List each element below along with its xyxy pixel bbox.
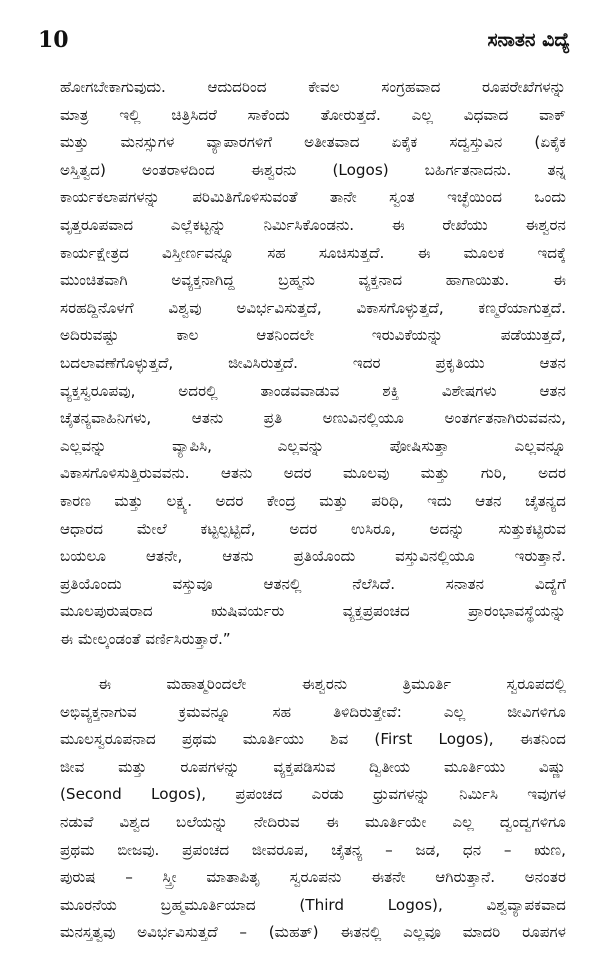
text-line: ಮನಸ್ತತ್ವವು ಅವಿರ್ಭವಿಸುತ್ತದೆ – (ಮಹತ್) ಈತನಲ್ಲಿ ಎಲ್ಲವೂ ಮಾದರಿ ರೂಪಗಳ bbox=[60, 923, 566, 942]
text-line: ಕಾರಣ ಮತ್ತು ಲಕ್ಷ್ಯ. ಅದರ ಕೇಂದ್ರ ಮತ್ತು ಪರಿಧಿ, ಇದು ಆತನ ಚೈತನ್ಯದ bbox=[60, 491, 566, 510]
text-line: ವೃತ್ತರೂಪವಾದ ಎಲ್ಲೆಕಟ್ಟನ್ನು ನಿರ್ಮಿಸಿಕೊಂಡನು. ಈ ರೇಖೆಯು ಈಶ್ವರನ bbox=[60, 215, 566, 234]
page-header bbox=[38, 26, 570, 60]
text-line: ಕಾರ್ಯಕಲಾಪಗಳನ್ನು ಪರಿಮಿತಿಗೊಳಿಸುವಂತೆ ತಾನೇ ಸ್ವಂತ ಇಚ್ಛೆಯಿಂದ ಒಂದು bbox=[60, 188, 566, 207]
text-line: ವಿಕಾಸಗೊಳಿಸುತ್ತಿರುವವನು. ಆತನು ಅದರ ಮೂಲವು ಮತ್ತು ಗುರಿ, ಅದರ bbox=[60, 464, 566, 483]
text-line: ಎಲ್ಲವನ್ನು ವ್ಯಾಪಿಸಿ, ಎಲ್ಲವನ್ನು ಪೋಷಿಸುತ್ತಾ ಎಲ್ಲವನ್ನೂ bbox=[60, 436, 566, 455]
text-line: ಪ್ರತಿಯೊಂದು ವಸ್ತುವೂ ಆತನಲ್ಲಿ ನೆಲೆಸಿದೆ. ಸನಾತನ ವಿದ್ಯೆಗೆ bbox=[60, 574, 566, 593]
text-line: ಈ ಮಹಾತ್ಮರಿಂದಲೇ ಈಶ್ವರನು ತ್ರಿಮೂರ್ತಿ ಸ್ವರೂಪದಲ್ಲಿ bbox=[98, 675, 566, 693]
text-line: ಪ್ರಥಮ ಬೀಜವು. ಪ್ರಪಂಚದ ಜೀವರೂಪ, ಚೈತನ್ಯ – ಜಡ, ಧನ – ಋಣ, bbox=[60, 840, 566, 859]
text-line: ಮುಂಚಿತವಾಗಿ ಅವ್ಯಕ್ತನಾಗಿದ್ದ ಬ್ರಹ್ಮನು ವ್ಯಕ್ತನಾದ ಹಾಗಾಯಿತು. ಈ bbox=[60, 271, 566, 290]
text-line: ಈ ಮೇಲ್ಕಂಡಂತೆ ವರ್ಣಿಸಿರುತ್ತಾರೆ.” bbox=[60, 629, 231, 648]
text-line: ಮತ್ತು ಮನಸ್ಸುಗಳ ವ್ಯಾಪಾರಗಳಿಗೆ ಅತೀತವಾದ ಏಕೈಕ ಸದ್ವಸ್ತುವಿನ (ಏಕೈಕ bbox=[60, 133, 566, 152]
text-line: (Second Logos), ಪ್ರಪಂಚದ ಎರಡು ಧ್ರುವಗಳನ್ನು ನಿರ್ಮಿಸಿ ಇವುಗಳ bbox=[60, 785, 566, 804]
text-line: ಹೋಗಬೇಕಾಗುವುದು. ಆದುದರಿಂದ ಕೇವಲ ಸಂಗ್ರಹವಾದ ರೂಪರೇಖೆಗಳನ್ನು bbox=[60, 78, 566, 96]
text-line: ಮೂರನೆಯ ಬ್ರಹ್ಮಮೂರ್ತಿಯಾದ (Third Logos), ವಿಶ್ವವ್ಯಾಪಕವಾದ bbox=[60, 895, 566, 914]
text-line: ಆಧಾರದ ಮೇಲೆ ಕಟ್ಟಲ್ಪಟ್ಟಿದೆ, ಅದರ ಉಸಿರೂ, ಅದನ್ನು ಸುತ್ತುಕಟ್ಟಿರುವ bbox=[60, 519, 566, 538]
text-line: ಮಾತ್ರ ಇಲ್ಲಿ ಚಿತ್ರಿಸಿದರೆ ಸಾಕೆಂದು ತೋರುತ್ತದೆ. ಎಲ್ಲ ವಿಧವಾದ ವಾಕ್ bbox=[60, 105, 566, 124]
text-line: ಚೈತನ್ಯವಾಹಿನಿಗಳು, ಆತನು ಪ್ರತಿ ಅಣುವಿನಲ್ಲಿಯೂ ಅಂತರ್ಗತನಾಗಿರುವವನು, bbox=[60, 409, 566, 428]
text-line: ಅದಿರುವಷ್ಟು ಕಾಲ ಆತನಿಂದಲೇ ಇರುವಿಕೆಯನ್ನು ಪಡೆಯುತ್ತದೆ, bbox=[60, 326, 566, 345]
page-number: 10 bbox=[38, 27, 69, 53]
text-line: ಸರಹದ್ದಿನೊಳಗೆ ವಿಶ್ವವು ಅವಿರ್ಭವಿಸುತ್ತದೆ, ವಿಕಾಸಗೊಳ್ಳುತ್ತದೆ, ಕಣ್ಮರೆಯಾಗುತ್ತದೆ. bbox=[60, 298, 566, 317]
text-line: ಅಭಿವ್ಯಕ್ತನಾಗುವ ಕ್ರಮವನ್ನೂ ಸಹ ತಿಳಿದಿರುತ್ತೇವೆ: ಎಲ್ಲ ಜೀವಿಗಳಿಗೂ bbox=[60, 702, 566, 721]
text-line: ನಡುವೆ ವಿಶ್ವದ ಬಲೆಯನ್ನು ನೇದಿರುವ ಈ ಮೂರ್ತಿಯೇ ಎಲ್ಲ ದ್ವಂದ್ವಗಳಿಗೂ bbox=[60, 812, 566, 831]
text-line: ಬಯಲೂ ಆತನೇ, ಆತನು ಪ್ರತಿಯೊಂದು ವಸ್ತುವಿನಲ್ಲಿಯೂ ಇರುತ್ತಾನೆ. bbox=[60, 547, 566, 566]
text-line: ಜೀವ ಮತ್ತು ರೂಪಗಳನ್ನು ವ್ಯಕ್ತಪಡಿಸುವ ದ್ವಿತೀಯ ಮೂರ್ತಿಯು ವಿಷ್ಣು bbox=[60, 757, 566, 776]
paragraph-2 bbox=[60, 671, 566, 947]
running-title: ಸನಾತನ ವಿದ್ಯೆ bbox=[487, 29, 570, 51]
text-line: ಪುರುಷ – ಸ್ತ್ರೀ ಮಾತಾಪಿತೃ ಸ್ವರೂಪನು ಈತನೇ ಆಗಿರುತ್ತಾನೆ. ಅನಂತರ bbox=[60, 868, 566, 887]
text-line: ಅಸ್ತಿತ್ವದ) ಅಂತರಾಳದಿಂದ ಈಶ್ವರನು (Logos) ಬಹಿರ್ಗತನಾದನು. ತನ್ನ bbox=[60, 160, 566, 179]
paragraph-1 bbox=[60, 74, 566, 653]
text-line: ಬದಲಾವಣೆಗೊಳ್ಳುತ್ತದೆ, ಜೀವಿಸಿರುತ್ತದೆ. ಇದರ ಪ್ರಕೃತಿಯು ಆತನ bbox=[60, 353, 566, 372]
text-line: ಮೂಲಸ್ವರೂಪನಾದ ಪ್ರಥಮ ಮೂರ್ತಿಯು ಶಿವ (First Logos), ಈತನಿಂದ bbox=[60, 730, 566, 749]
text-line: ಕಾರ್ಯಕ್ಷೇತ್ರದ ವಿಸ್ತೀರ್ಣವನ್ನೂ ಸಹ ಸೂಚಿಸುತ್ತದೆ. ಈ ಮೂಲಕ ಇದಕ್ಕೆ bbox=[60, 243, 566, 262]
text-line: ವ್ಯಕ್ತಸ್ವರೂಪವು, ಅದರಲ್ಲಿ ತಾಂಡವವಾಡುವ ಶಕ್ತಿ ವಿಶೇಷಗಳು ಆತನ bbox=[60, 381, 566, 400]
text-line: ಮೂಲಪುರುಷರಾದ ಋಷಿವರ್ಯರು ವ್ಯಕ್ತಪ್ರಪಂಚದ ಪ್ರಾರಂಭಾವಸ್ಥೆಯನ್ನು bbox=[60, 602, 566, 621]
